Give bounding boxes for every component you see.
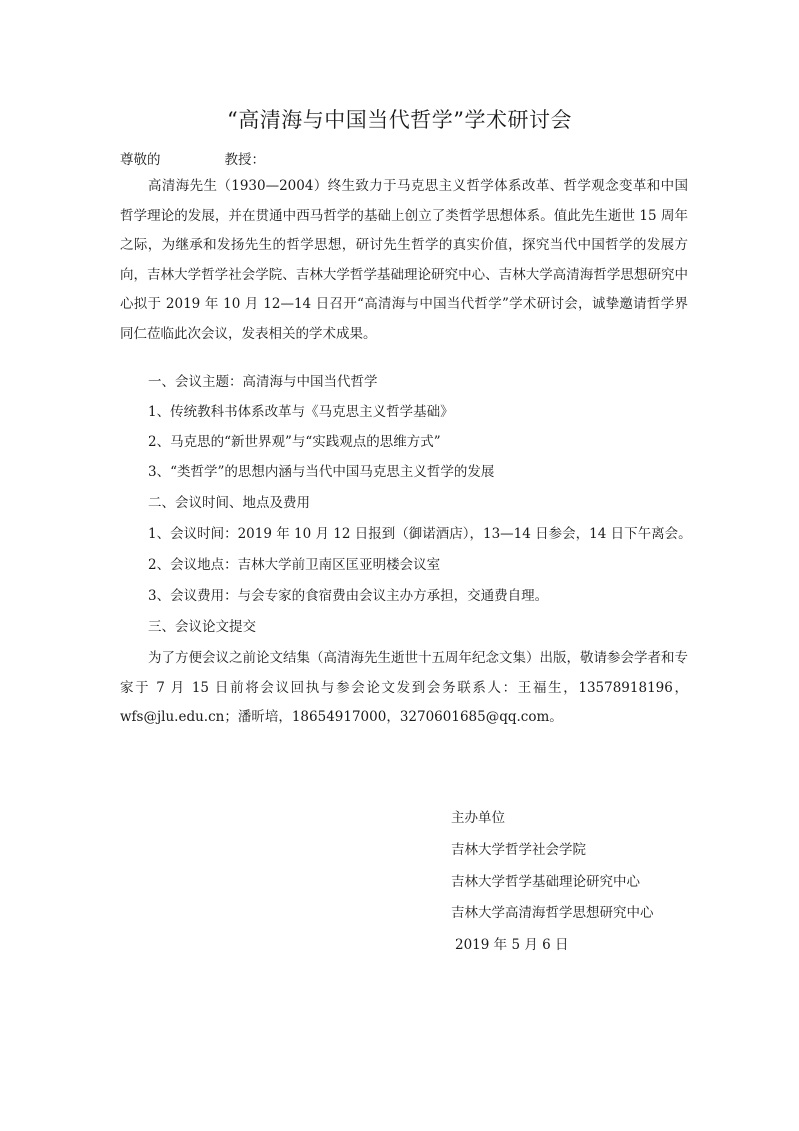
section1-item-1: 1、传统教科书体系改革与《马克思主义哲学基础》 <box>148 404 454 420</box>
section1-item-2: 2、马克思的“新世界观”与“实践观点的思维方式” <box>148 434 441 450</box>
document-title: “高清海与中国当代哲学”学术研讨会 <box>227 108 572 132</box>
salutation <box>120 148 265 168</box>
section1-heading: 一、会议主题：高清海与中国当代哲学 <box>148 374 378 390</box>
issue-date: 2019 年 5 月 6 日 <box>455 937 569 953</box>
salutation-prefix: 尊敬的 <box>120 152 161 168</box>
section1-item-3: 3、“类哲学”的思想内涵与当代中国马克思主义哲学的发展 <box>148 464 495 480</box>
section2-heading: 二、会议时间、地点及费用 <box>148 495 310 511</box>
salutation-suffix: 教授： <box>224 152 265 168</box>
sponsor-org-3: 吉林大学高清海哲学思想研究中心 <box>451 905 654 921</box>
section2-item-2: 2、会议地点：吉林大学前卫南区匡亚明楼会议室 <box>148 557 441 573</box>
sponsor-label: 主办单位 <box>451 810 505 826</box>
intro-paragraph: 高清海先生（1930—2004）终生致力于马克思主义哲学体系改革、哲学观念变革和中国哲学理论的发展，并在贯通中西马哲学的基础上创立了类哲学思想体系。值此先生逝世 15 周年之际，为继承和发扬先生的哲学思想，研讨先生哲学的真实价值，探究当代中国哲学的发展方向，吉林大学哲学社会学院、吉林大学哲学基础理论研究中心、吉林大学高清海哲学思想研究中心拟于 2019 年 10 月 12—14 日召开“高清海与中国当代哲学”学术研讨会，诚挚邀请哲学界同仁莅临此次会议，发表相关的学术成果。 <box>120 178 688 342</box>
section2-item-1: 1、会议时间：2019 年 10 月 12 日报到（御诺酒店），13—14 日参会，14 日下午离会。 <box>148 526 692 542</box>
section3-paragraph: 为了方便会议之前论文结集（高清海先生逝世十五周年纪念文集）出版，敬请参会学者和专家于 7 月 15 日前将会议回执与参会论文发到会务联系人：王福生，13578918196，wfs@jlu.edu.cn；潘昕培，18654917000，3270601685@qq.com。 <box>120 650 688 725</box>
section2-item-3: 3、会议费用：与会专家的食宿费由会议主办方承担，交通费自理。 <box>148 588 549 604</box>
section3-heading: 三、会议论文提交 <box>148 619 256 635</box>
sponsor-org-2: 吉林大学哲学基础理论研究中心 <box>451 874 640 890</box>
sponsor-org-1: 吉林大学哲学社会学院 <box>451 842 586 858</box>
